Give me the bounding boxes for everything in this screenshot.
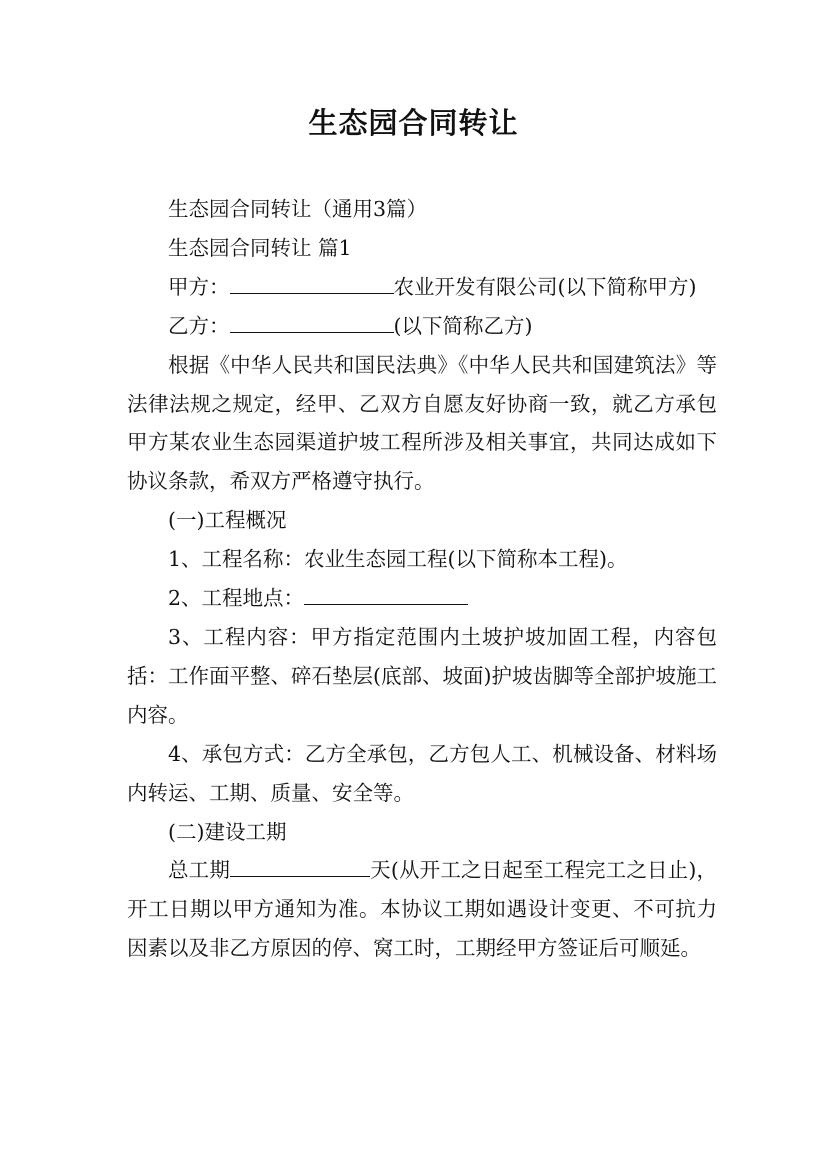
party-b-blank-line <box>230 310 394 333</box>
item-4-paragraph: 4、承包方式：乙方全承包，乙方包人工、机械设备、材料场内转运、工期、质量、安全等。 <box>127 741 717 805</box>
item-2-blank-line <box>304 582 468 605</box>
party-a-description: 农业开发有限公司(以下简称甲方) <box>393 274 697 299</box>
item-2-label: 2、工程地点： <box>168 586 305 611</box>
item-1-paragraph: 1、工程名称：农业生态园工程(以下简称本工程)。 <box>168 547 628 572</box>
subtitle-paragraph: 生态园合同转让（通用3篇） <box>168 197 428 221</box>
period-blank-line <box>230 854 370 877</box>
period-description: 天(从开工之日起至工程完工之日止)，开工日期以甲方通知为准。本协议工期如遇设计变更、不可抗力因素以及非乙方原因的停、窝工时，工期经甲方签证后可顺延。 <box>127 858 717 961</box>
section-2-heading: (二)建设工期 <box>168 819 287 844</box>
period-paragraph <box>127 851 717 968</box>
article-heading: 生态园合同转让 篇1 <box>168 235 352 260</box>
party-b-paragraph <box>127 307 717 346</box>
period-label: 总工期 <box>168 858 230 883</box>
party-b-description: (以下简称乙方) <box>393 313 533 338</box>
item-2-paragraph <box>127 579 717 618</box>
party-a-blank-line <box>230 271 394 294</box>
party-a-label: 甲方： <box>168 274 230 299</box>
item-3-paragraph: 3、工程内容：甲方指定范围内土坡护坡加固工程，内容包括：工作面平整、碎石垫层(底部、坡面)护坡齿脚等全部护坡施工内容。 <box>127 624 717 727</box>
document-body <box>127 190 717 968</box>
document-title: 生态园合同转让 <box>308 106 519 140</box>
party-b-label: 乙方： <box>168 313 230 338</box>
intro-paragraph: 根据《中华人民共和国民法典》《中华人民共和国建筑法》等法律法规之规定，经甲、乙双方自愿友好协商一致，就乙方承包甲方某农业生态园渠道护坡工程所涉及相关事宜，共同达成如下协议条款，希双方严格遵守执行。 <box>127 352 717 494</box>
party-a-paragraph <box>127 268 717 307</box>
section-1-heading: (一)工程概况 <box>168 508 287 533</box>
